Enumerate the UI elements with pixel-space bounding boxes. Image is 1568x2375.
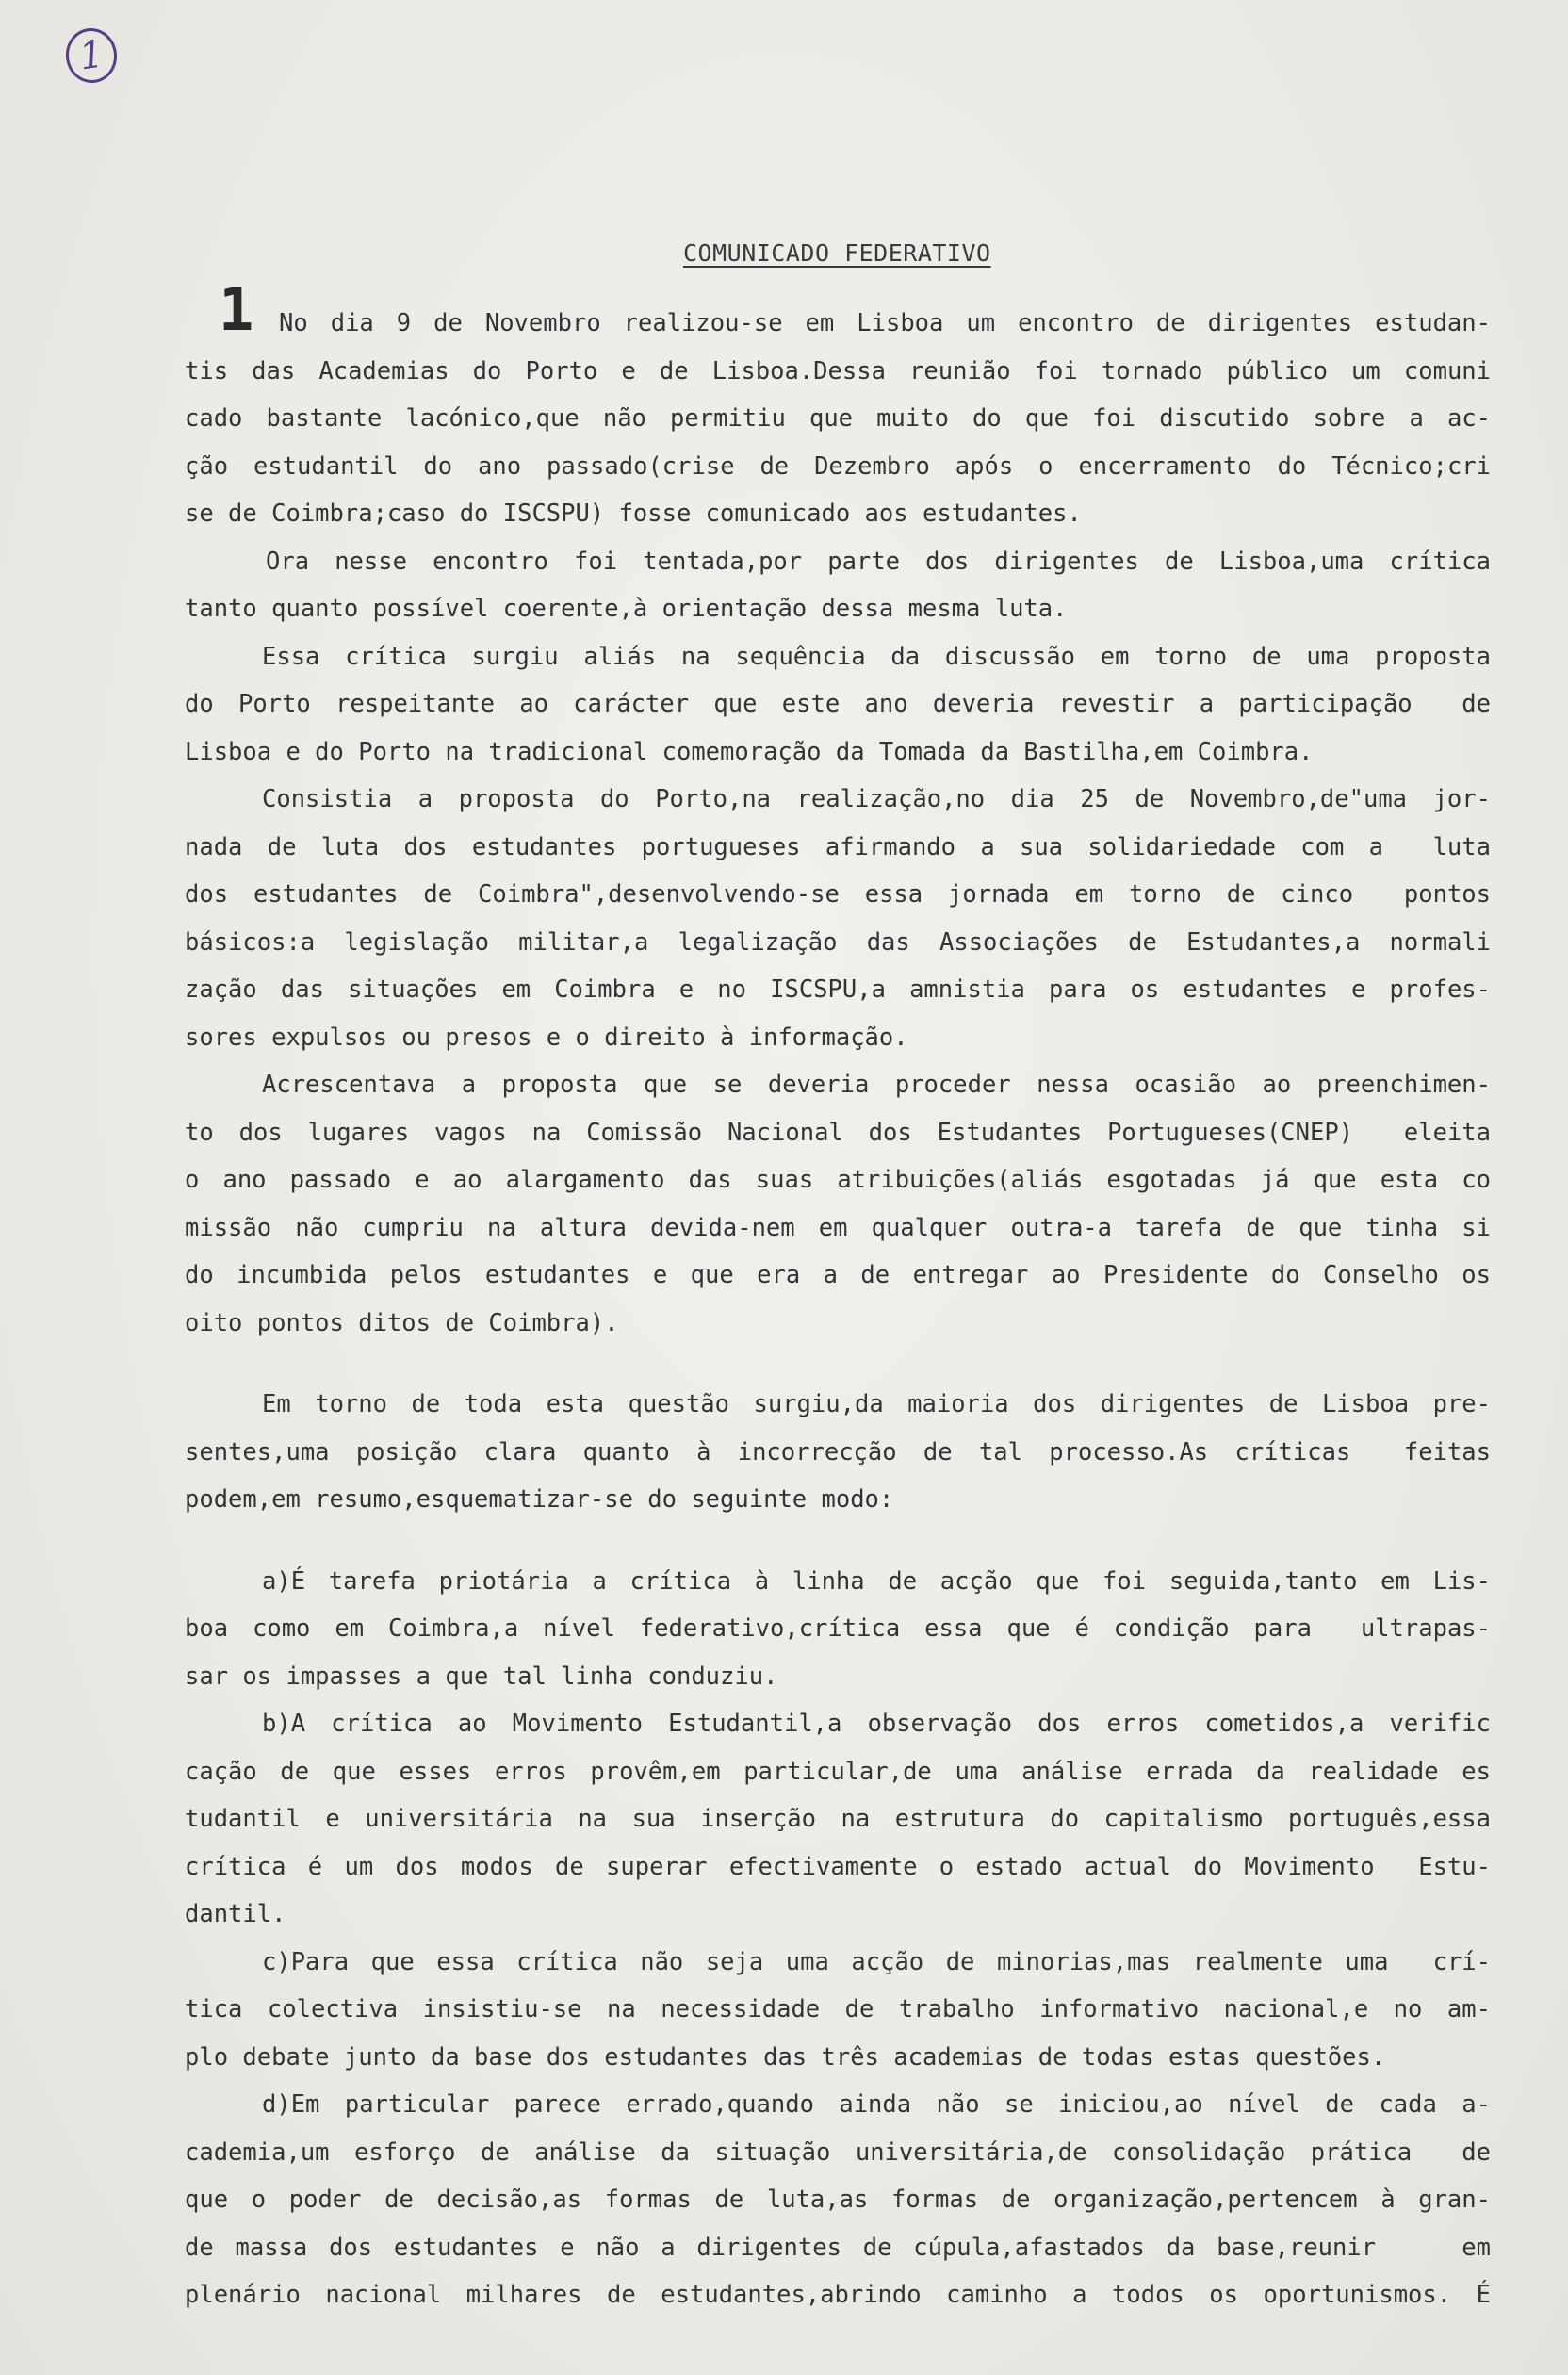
paragraph	[185, 2081, 1491, 2319]
text-line: b)A crítica ao Movimento Estudantil,a observação dos erros cometidos,a verific	[262, 1710, 1491, 1738]
text-line: sores expulsos ou presos e o direito à informação.	[185, 1023, 908, 1052]
document-body	[185, 300, 1491, 2319]
text-line: Essa crítica surgiu aliás na sequência da discussão em torno de uma proposta	[262, 642, 1491, 671]
text-line: tudantil e universitária na sua inserção na estrutura do capitalismo português,essa	[185, 1805, 1491, 1833]
text-line: plenário nacional milhares de estudantes,abrindo caminho a todos os oportunismos. É	[185, 2281, 1491, 2309]
text-line: cademia,um esforço de análise da situação universitária,de consolidação prática de	[185, 2138, 1491, 2167]
paragraph	[185, 538, 1491, 633]
text-line: dos estudantes de Coimbra",desenvolvendo-se essa jornada em torno de cinco pontos	[185, 880, 1491, 909]
paragraph	[185, 300, 1491, 538]
text-line: Consistia a proposta do Porto,na realização,no dia 25 de Novembro,de"uma jor-	[262, 785, 1491, 813]
text-line: do incumbida pelos estudantes e que era a de entregar ao Presidente do Conselho os	[185, 1261, 1491, 1289]
text-line: Em torno de toda esta questão surgiu,da maioria dos dirigentes de Lisboa pre-	[262, 1390, 1491, 1418]
text-line: tica colectiva insistiu-se na necessidade de trabalho informativo nacional,e no am-	[185, 1995, 1491, 2023]
section-number-mark: 1	[219, 275, 254, 344]
text-line: d)Em particular parece errado,quando ainda não se iniciou,ao nível de cada a-	[262, 2090, 1491, 2119]
text-line: zação das situações em Coimbra e no ISCSPU,a amnistia para os estudantes e profes-	[185, 975, 1491, 1004]
paragraph	[185, 776, 1491, 1061]
text-line: Ora nesse encontro foi tentada,por parte dos dirigentes de Lisboa,uma crítica	[266, 547, 1491, 576]
paragraph	[185, 1700, 1491, 1939]
text-line: podem,em resumo,esquematizar-se do seguinte modo:	[185, 1485, 894, 1514]
document-title: COMUNICADO FEDERATIVO	[683, 239, 991, 267]
paragraph	[185, 1558, 1491, 1701]
text-line: Lisboa e do Porto na tradicional comemoração da Tomada da Bastilha,em Coimbra.	[185, 737, 1314, 766]
text-line: que o poder de decisão,as formas de luta,as formas de organização,pertencem à gran-	[185, 2186, 1491, 2214]
paragraph-gap	[185, 1524, 1491, 1558]
text-line: ção estudantil do ano passado(crise de Dezembro após o encerramento do Técnico;cri	[185, 451, 1491, 481]
text-line: sar os impasses a que tal linha conduziu.	[185, 1662, 778, 1691]
text-line: dantil.	[185, 1900, 286, 1928]
text-line: oito pontos ditos de Coimbra).	[185, 1308, 619, 1337]
text-line: c)Para que essa crítica não seja uma acção de minorias,mas realmente uma crí-	[262, 1947, 1491, 1976]
text-line: to dos lugares vagos na Comissão Nacional dos Estudantes Portugueses(CNEP) eleita	[185, 1118, 1491, 1147]
text-line: tis das Academias do Porto e de Lisboa.Dessa reunião foi tornado público um comuni	[185, 356, 1491, 385]
text-line: básicos:a legislação militar,a legalização das Associações de Estudantes,a normali	[185, 927, 1491, 957]
text-line: Acrescentava a proposta que se deveria proceder nessa ocasião ao preenchimen-	[262, 1071, 1491, 1099]
paragraph	[185, 1939, 1491, 2082]
text-line: do Porto respeitante ao carácter que este ano deveria revestir a participação de	[185, 690, 1491, 718]
text-line: cação de que esses erros provêm,em particular,de uma análise errada da realidade es	[185, 1757, 1491, 1786]
text-line: de massa dos estudantes e não a dirigentes de cúpula,afastados da base,reunir em	[185, 2233, 1491, 2262]
text-line: se de Coimbra;caso do ISCSPU) fosse comunicado aos estudantes.	[185, 500, 1082, 528]
paragraph	[185, 1381, 1491, 1524]
text-line: o ano passado e ao alargamento das suas atribuições(aliás esgotadas já que esta co	[185, 1166, 1491, 1194]
text-line: plo debate junto da base dos estudantes das três academias de todas estas questões.	[185, 2042, 1386, 2072]
text-line: No dia 9 de Novembro realizou-se em Lisboa um encontro de dirigentes estudan-	[279, 309, 1491, 337]
page-number-mark: 1	[62, 25, 121, 87]
text-line: a)É tarefa priotária a crítica à linha de acção que foi seguida,tanto em Lis-	[262, 1566, 1491, 1596]
text-line: cado bastante lacónico,que não permitiu que muito do que foi discutido sobre a ac-	[185, 404, 1491, 433]
paragraph	[185, 1061, 1491, 1347]
text-line: missão não cumpriu na altura devida-nem em qualquer outra-a tarefa de que tinha si	[185, 1213, 1491, 1242]
paragraph	[185, 633, 1491, 777]
text-line: boa como em Coimbra,a nível federativo,crítica essa que é condição para ultrapas-	[185, 1614, 1491, 1643]
text-line: tanto quanto possível coerente,à orientação dessa mesma luta.	[185, 595, 1068, 623]
text-line: nada de luta dos estudantes portugueses afirmando a sua solidariedade com a luta	[185, 832, 1491, 861]
paragraph-gap	[185, 1347, 1491, 1381]
text-line: sentes,uma posição clara quanto à incorrecção de tal processo.As críticas feitas	[185, 1437, 1491, 1466]
text-line: crítica é um dos modos de superar efectivamente o estado actual do Movimento Estu-	[185, 1852, 1491, 1881]
